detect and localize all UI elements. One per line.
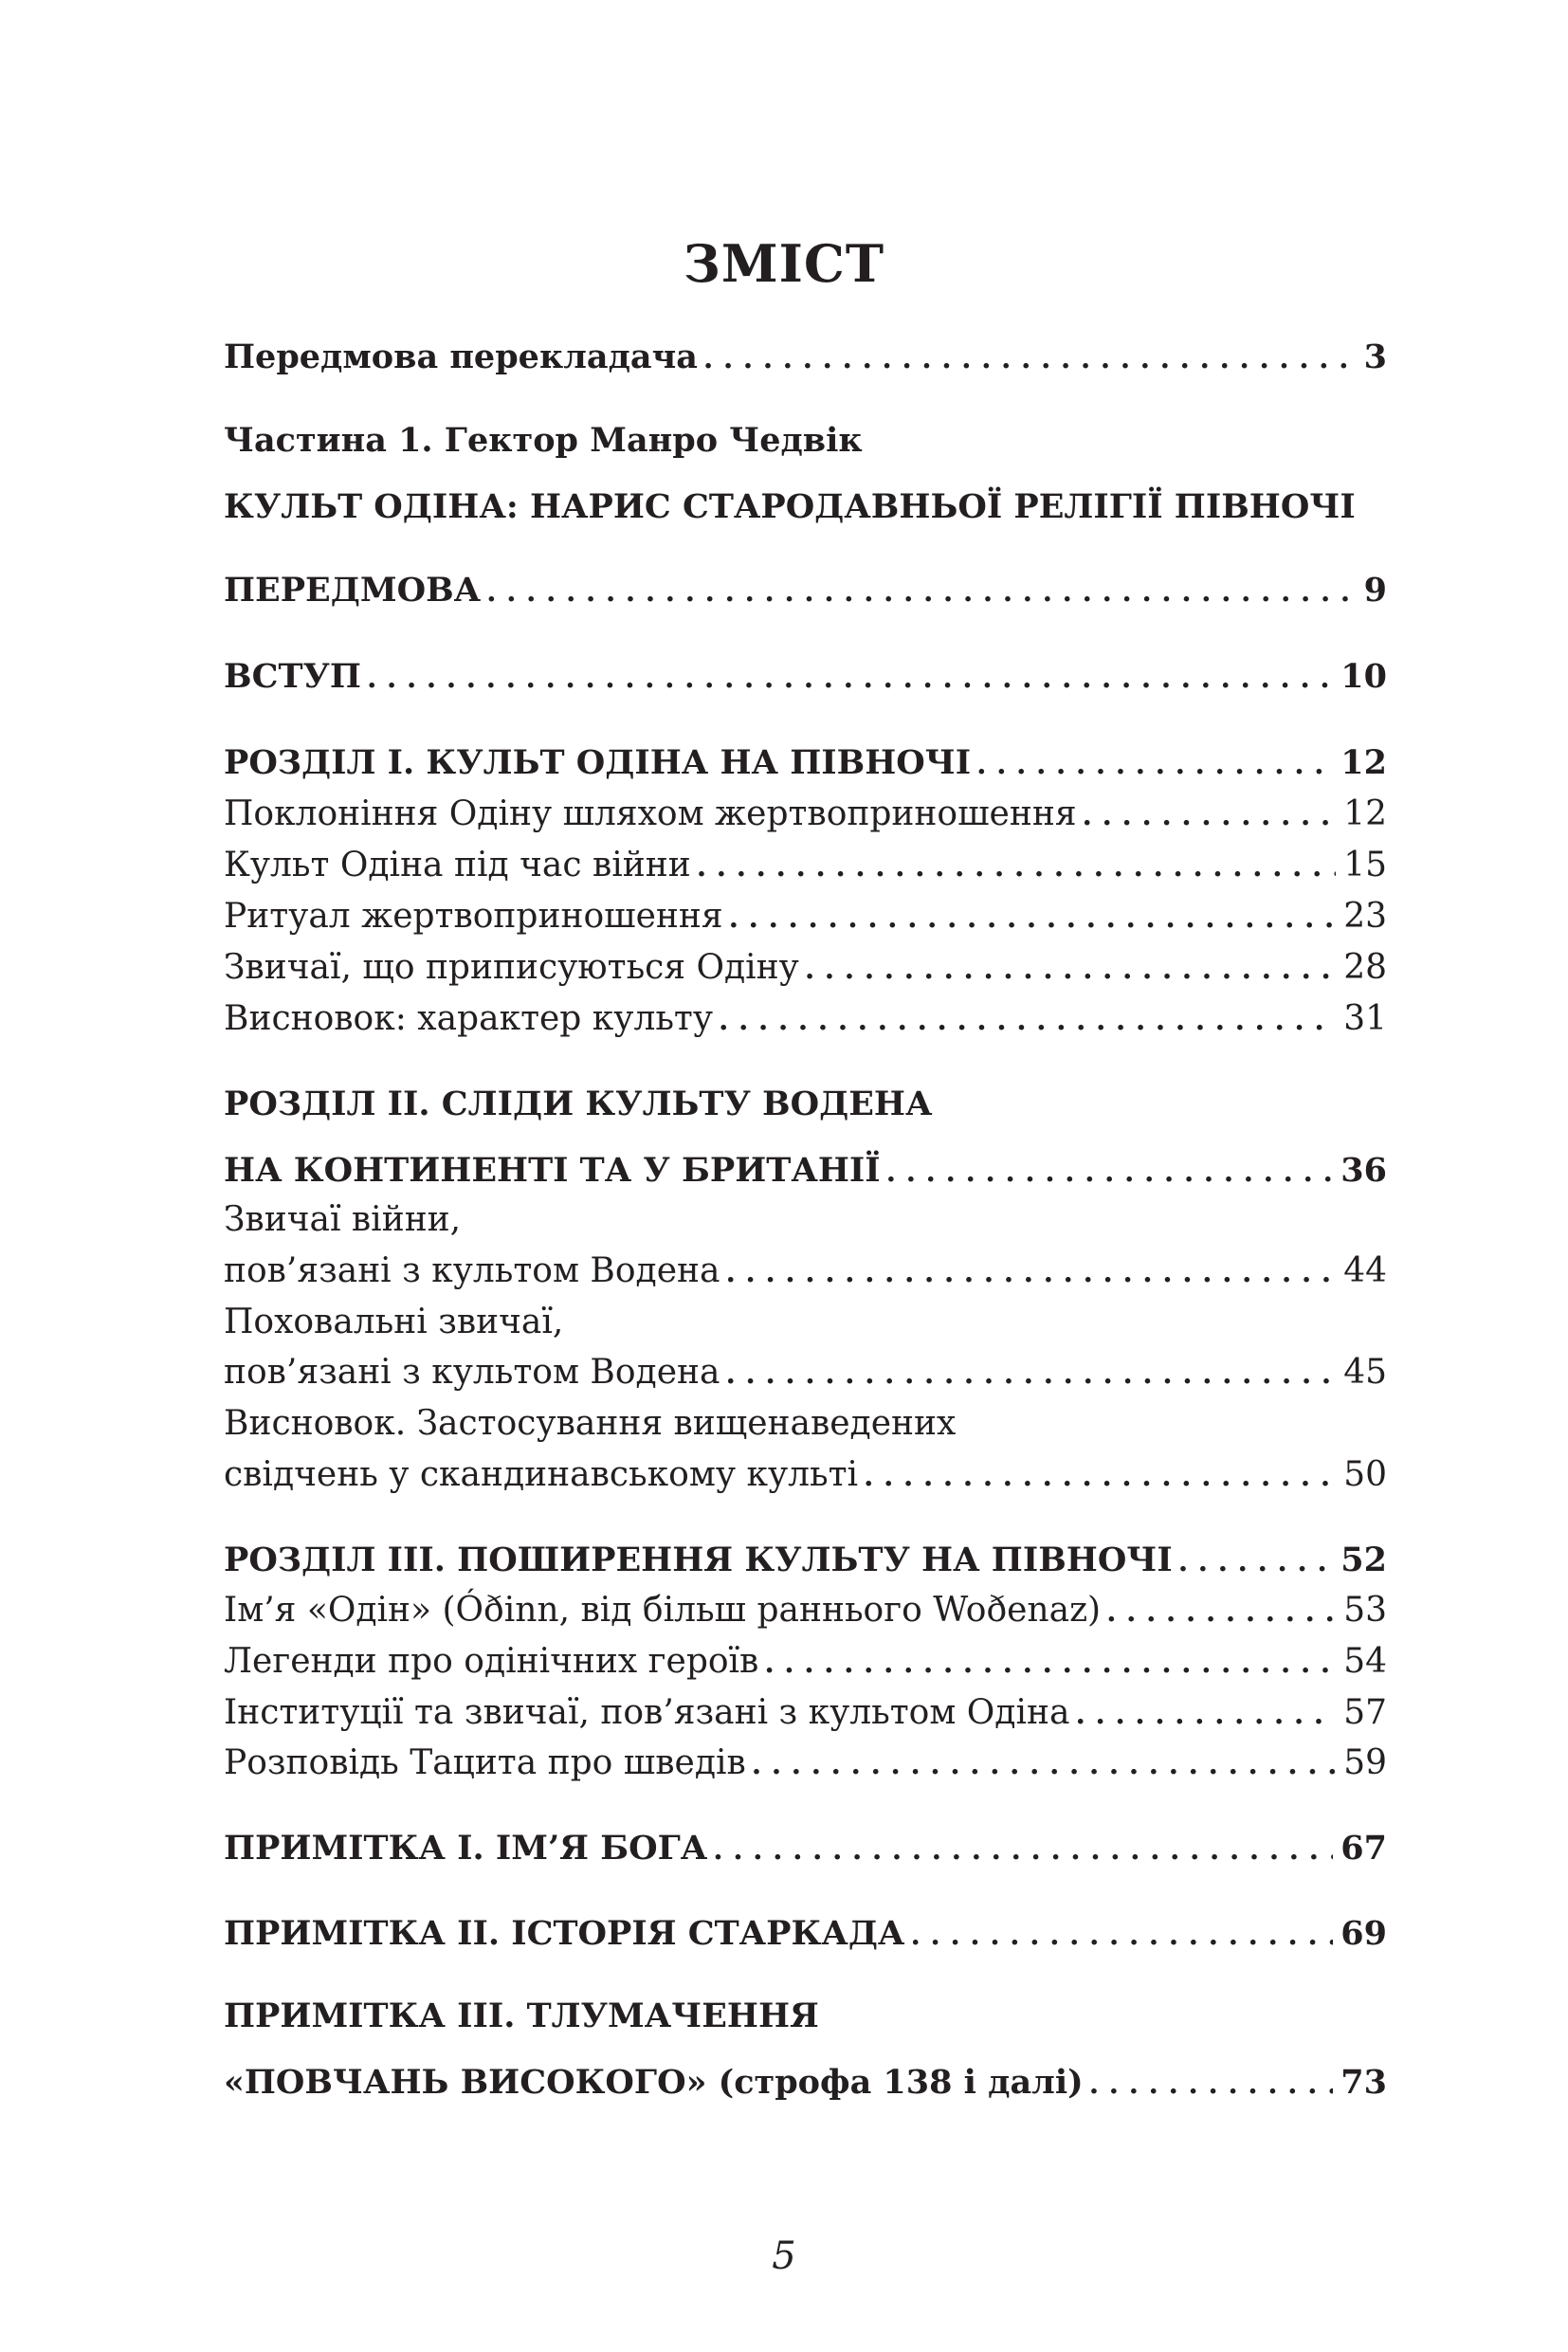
toc-entry: [224, 2059, 1387, 2106]
toc-entry-label: ПРИМІТКА III. ТЛУМАЧЕННЯ: [224, 1996, 819, 2035]
toc-entry-label: Висновок. Застосування вищенаведених: [224, 1404, 957, 1443]
toc-entry-label: пов’язані з культом Водена: [224, 1353, 720, 1392]
toc-entry-page: 12: [1340, 743, 1387, 782]
toc-entry-label: ПРИМІТКА II. ІСТОРІЯ СТАРКАДА: [224, 1914, 905, 1953]
toc-entry-label: Звичаї війни,: [224, 1200, 462, 1239]
toc-entry: [224, 995, 1387, 1043]
leader-dots: [703, 336, 1357, 383]
toc-entry: [224, 417, 1387, 465]
toc-entry: [224, 893, 1387, 940]
toc-entry: [224, 791, 1387, 838]
toc-entry-label: Розповідь Тацита про шведів: [224, 1743, 746, 1782]
toc-entry-page: 15: [1343, 846, 1387, 884]
toc-entry: [224, 653, 1387, 701]
toc-entry-page: 59: [1343, 1743, 1387, 1782]
toc-entry-page: 53: [1343, 1591, 1387, 1630]
page-number: 5: [772, 2234, 796, 2278]
leader-dots: [864, 1453, 1336, 1501]
leader-dots: [713, 1827, 1333, 1874]
toc-entry: [224, 1081, 1387, 1128]
leader-dots: [1075, 1691, 1336, 1739]
toc-entry-label: Легенди про одінічних героїв: [224, 1642, 759, 1681]
toc-entry-page: 45: [1343, 1353, 1387, 1392]
leader-dots: [725, 1351, 1336, 1398]
toc-entry-label: Поклоніння Одіну шляхом жертвоприношення: [224, 794, 1077, 833]
toc-entry-page: 28: [1343, 948, 1387, 987]
toc-entry-label: Ім’я «Одін» (Óðinn, від більш раннього Woðenaz): [224, 1591, 1102, 1630]
toc-entry-page: 69: [1340, 1914, 1387, 1953]
toc-entry: [224, 1299, 1387, 1346]
toc-entry: [224, 483, 1387, 531]
toc-title: ЗМІСТ: [683, 233, 885, 294]
toc-entry-page: 73: [1340, 2063, 1387, 2102]
leader-dots: [976, 741, 1333, 789]
toc-entry-label: Поховальні звичаї,: [224, 1303, 564, 1341]
toc-entry: [224, 1638, 1387, 1686]
leader-dots: [697, 844, 1336, 891]
toc-entry-label: РОЗДІЛ III. ПОШИРЕННЯ КУЛЬТУ НА ПІВНОЧІ: [224, 1541, 1173, 1579]
toc-entry: [224, 1349, 1387, 1396]
toc-entry: [224, 1740, 1387, 1787]
toc-entry-page: 3: [1363, 337, 1387, 376]
toc-entry-page: 12: [1343, 794, 1387, 833]
toc-entry-page: 54: [1343, 1642, 1387, 1681]
leader-dots: [729, 895, 1337, 942]
leader-dots: [1106, 1589, 1336, 1636]
toc-entry-label: ВСТУП: [224, 657, 361, 696]
toc-entry: [224, 1451, 1387, 1499]
toc-entry: [224, 334, 1387, 381]
toc-entry-page: 44: [1343, 1251, 1387, 1290]
toc-entry-page: 52: [1340, 1541, 1387, 1579]
toc-entry: [224, 739, 1387, 787]
toc-entry-label: Інституції та звичаї, пов’язані з культом Одіна: [224, 1693, 1070, 1732]
toc-entry-label: ПЕРЕДМОВА: [224, 571, 482, 610]
toc-entry-label: свідчень у скандинавському культі: [224, 1455, 859, 1494]
toc-entry-page: 31: [1343, 999, 1387, 1038]
toc-entry: [224, 1993, 1387, 2040]
toc-entry-page: 57: [1343, 1693, 1387, 1732]
toc-entry: [224, 944, 1387, 992]
toc-entry: [224, 1587, 1387, 1634]
toc-entry-label: РОЗДІЛ II. СЛІДИ КУЛЬТУ ВОДЕНА: [224, 1085, 933, 1123]
toc-entry-label: Ритуал жертвоприношення: [224, 897, 723, 936]
leader-dots: [886, 1149, 1334, 1196]
leader-dots: [1178, 1539, 1334, 1586]
toc-entry-page: 10: [1340, 657, 1387, 696]
toc-entry: [224, 1248, 1387, 1295]
leader-dots: [486, 569, 1356, 616]
toc-entry-label: КУЛЬТ ОДІНА: НАРИС СТАРОДАВНЬОЇ РЕЛІГІЇ ПІВНОЧІ: [224, 487, 1356, 526]
toc-entry: [224, 1537, 1387, 1584]
toc-entry: [224, 1196, 1387, 1244]
toc-entry: [224, 1689, 1387, 1737]
leader-dots: [1083, 793, 1337, 840]
leader-dots: [367, 655, 1333, 702]
toc-entry: [224, 567, 1387, 614]
leader-dots: [910, 1912, 1333, 1960]
toc-entry-label: пов’язані з культом Водена: [224, 1251, 720, 1290]
leader-dots: [764, 1640, 1336, 1687]
toc-entry: [224, 1910, 1387, 1958]
toc-entry-page: 67: [1340, 1829, 1387, 1868]
toc-entry-label: Частина 1. Гектор Манро Чедвік: [224, 421, 863, 460]
toc-entry-page: 9: [1363, 571, 1387, 610]
leader-dots: [805, 946, 1336, 994]
leader-dots: [725, 1249, 1336, 1297]
leader-dots: [719, 997, 1336, 1045]
toc-entry-label: Висновок: характер культу: [224, 999, 714, 1038]
toc-entry-label: Звичаї, що приписуються Одіну: [224, 948, 799, 987]
toc-entry: [224, 1400, 1387, 1448]
toc-entry-label: ПРИМІТКА I. ІМ’Я БОГА: [224, 1829, 708, 1868]
toc-entry-label: РОЗДІЛ I. КУЛЬТ ОДІНА НА ПІВНОЧІ: [224, 743, 972, 782]
leader-dots: [752, 1741, 1336, 1789]
toc-entry: [224, 1825, 1387, 1872]
toc-entry-page: 23: [1343, 897, 1387, 936]
toc-entry-page: 36: [1340, 1151, 1387, 1190]
toc-entry-page: 50: [1343, 1455, 1387, 1494]
toc-entry: [224, 842, 1387, 889]
toc-entry-label: Культ Одіна під час війни: [224, 846, 691, 884]
toc-entry: [224, 1147, 1387, 1194]
toc-entry-label: «ПОВЧАНЬ ВИСОКОГО» (строфа 138 і далі): [224, 2063, 1084, 2102]
toc-entry-label: НА КОНТИНЕНТІ ТА У БРИТАНІЇ: [224, 1151, 881, 1190]
toc-entry-label: Передмова перекладача: [224, 337, 698, 376]
leader-dots: [1089, 2061, 1334, 2108]
